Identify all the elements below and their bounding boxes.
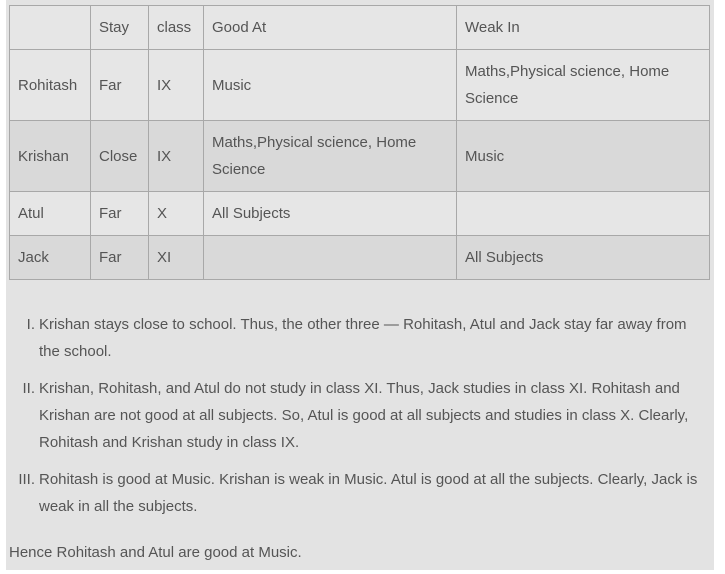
table-row xyxy=(10,236,710,280)
list-item-number: II. xyxy=(22,380,35,397)
cell-stay: Close xyxy=(91,121,149,192)
header-cell-stay: Stay xyxy=(91,6,149,50)
cell-stay: Far xyxy=(91,236,149,280)
cell-weak-in: All Subjects xyxy=(457,236,710,280)
list-item xyxy=(9,466,705,520)
cell-class: IX xyxy=(149,121,204,192)
list-item-text: Krishan, Rohitash, and Atul do not study in class XI. Thus, Jack studies in class XI. Rohitash and Krishan are not good at all subjects. So, Atul is good at all subjects and studies in class X. Clearly, Rohitash and Krishan study in class IX. xyxy=(39,380,689,451)
table-row xyxy=(10,192,710,236)
cell-good-at: Maths,Physical science, Home Science xyxy=(204,121,457,192)
cell-good-at xyxy=(204,236,457,280)
header-cell-weak-in: Weak In xyxy=(457,6,710,50)
cell-class: XI xyxy=(149,236,204,280)
cell-name: Krishan xyxy=(10,121,91,192)
cell-class: IX xyxy=(149,50,204,121)
cell-weak-in xyxy=(457,192,710,236)
table-header-row xyxy=(10,6,710,50)
list-item-text: Krishan stays close to school. Thus, the other three — Rohitash, Atul and Jack stay far away from the school. xyxy=(39,316,687,360)
table-row xyxy=(10,50,710,121)
conclusion-text: Hence Rohitash and Atul are good at Music. xyxy=(9,544,302,561)
cell-weak-in: Music xyxy=(457,121,710,192)
list-item-text: Rohitash is good at Music. Krishan is weak in Music. Atul is good at all the subjects. Clearly, Jack is weak in all the subjects. xyxy=(39,471,698,515)
header-cell-good-at: Good At xyxy=(204,6,457,50)
list-item-number: III. xyxy=(18,471,35,488)
header-cell-empty xyxy=(10,6,91,50)
cell-good-at: All Subjects xyxy=(204,192,457,236)
list-item xyxy=(9,311,705,365)
table-row xyxy=(10,121,710,192)
cell-stay: Far xyxy=(91,192,149,236)
cell-good-at: Music xyxy=(204,50,457,121)
cell-stay: Far xyxy=(91,50,149,121)
list-item xyxy=(9,375,705,456)
list-item-number: I. xyxy=(26,316,35,333)
data-table xyxy=(9,5,710,280)
cell-weak-in: Maths,Physical science, Home Science xyxy=(457,50,710,121)
header-cell-class: class xyxy=(149,6,204,50)
cell-name: Rohitash xyxy=(10,50,91,121)
cell-name: Jack xyxy=(10,236,91,280)
cell-class: X xyxy=(149,192,204,236)
explanation-list xyxy=(9,311,705,530)
cell-name: Atul xyxy=(10,192,91,236)
